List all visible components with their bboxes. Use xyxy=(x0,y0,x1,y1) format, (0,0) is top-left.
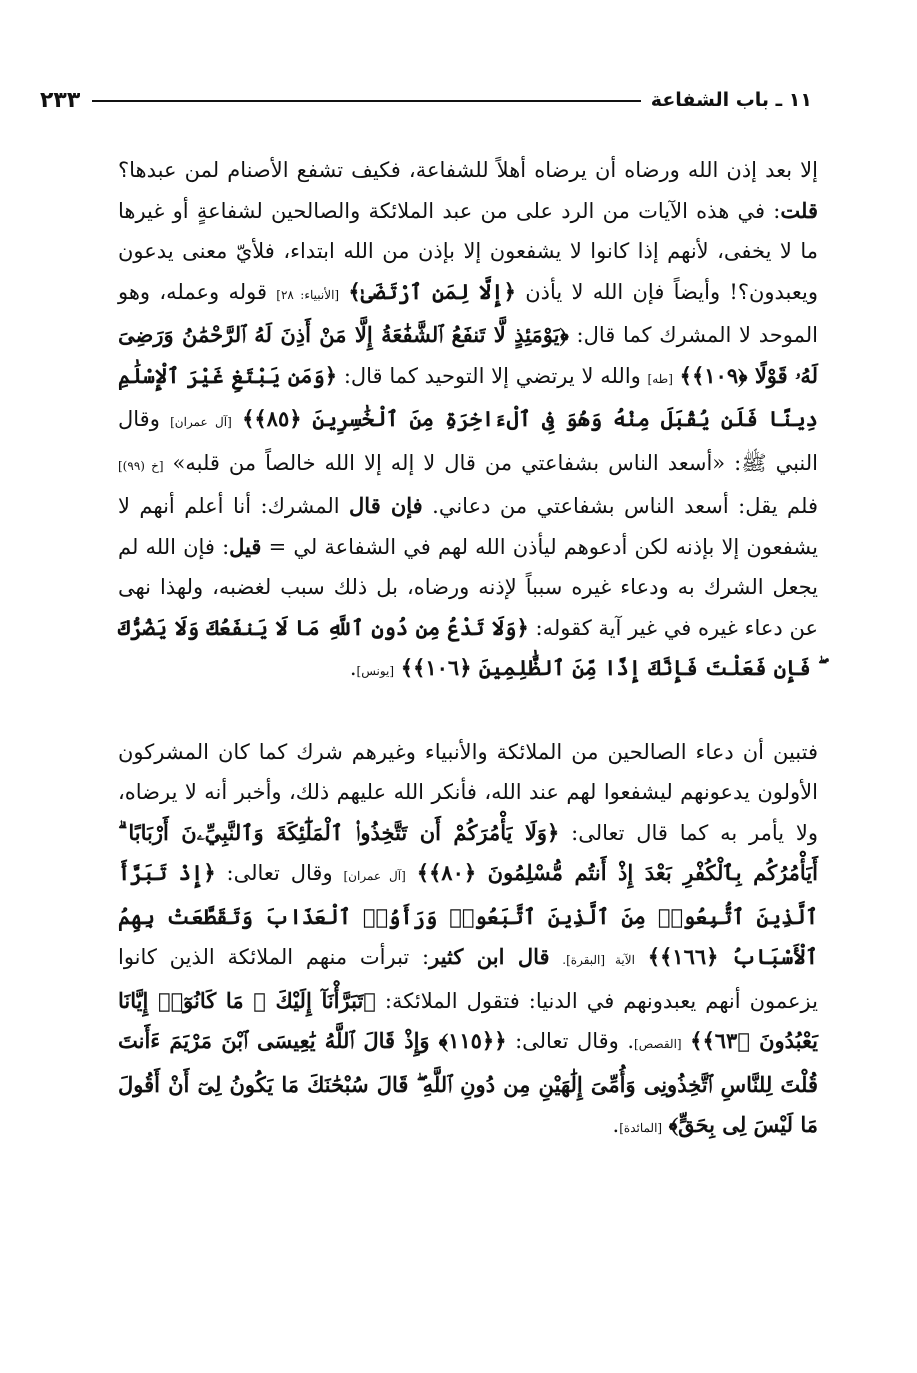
text-run: والله لا يرتضي إلا التوحيد كما قال: xyxy=(337,363,648,388)
verse-reference: [آل عمران] xyxy=(343,869,406,883)
text-run: وقال النبي ﷺ: «أسعد الناس بشفاعتي من قال لا إله إلا الله خالصاً من قلبه» xyxy=(118,407,818,475)
verse-reference: [طه] xyxy=(647,371,673,386)
quran-verse: ﴿وَلَا تَدْعُ مِن دُونِ ٱللَّهِ مَا لَا يَنفَعُكَ وَلَا يَضُرُّكَ ۖ فَإِن فَعَلْتَ فَإِنَّكَ إِذًا مِّنَ ٱلظَّٰلِمِينَ ﴿١٠٦﴾﴾ xyxy=(118,614,818,680)
text-run: : في هذه الآيات من الرد على من عبد الملائكة والصالحين لشفاعةٍ أو غيرها ما لا يخفى، لأنهم إذا كانوا لا يشفعون إلا بإذن من الله ابتداء، فلأيّ معنى يدعون ويعبدون؟! وأيضاً فإن الله لا يأذن xyxy=(118,198,819,304)
paragraph-1 xyxy=(118,150,818,692)
text-run: المشرك: أنا أعلم أنهم لا يشفعون إلا بإذنه لكن أدعوهم ليأذن الله لهم في الشفاعة لي = xyxy=(118,494,819,559)
fa-in-qala-heading: فإن قال xyxy=(349,493,423,518)
verse-reference: [يونس] xyxy=(356,664,395,678)
quran-verse: ﴿يَوْمَئِذٍ لَّا تَنفَعُ ٱلشَّفَٰعَةُ إِلَّا مَنْ أَذِنَ لَهُ ٱلرَّحْمَٰنُ وَرَضِىَ لَهُۥ قَوْلًا ﴿١٠٩﴾﴾ xyxy=(118,322,818,388)
verse-reference: [آل عمران] xyxy=(170,415,232,429)
page-body xyxy=(118,150,818,1149)
verse-reference: [المائدة] xyxy=(619,1121,663,1135)
qultu-heading: قلت xyxy=(780,197,818,223)
verse-reference: [القصص] xyxy=(634,1037,682,1051)
header-rule xyxy=(92,100,641,102)
verse-reference: الآية [البقرة]. xyxy=(562,953,635,967)
text-run: . وقال تعالى: xyxy=(506,1029,635,1053)
text-run: . xyxy=(612,1113,620,1137)
text-run: قوله وعمله، وهو الموحد لا المشرك كما قال: xyxy=(118,279,818,347)
quran-verse: ﴿إِذْ تَبَرَّأَ ٱلَّذِينَ ٱتُّبِعُوا۟ مِنَ ٱلَّذِينَ ٱتَّبَعُوا۟ وَرَأَوُا۟ ٱلْعَذَابَ وَتَقَطَّعَتْ بِهِمُ ٱلْأَسْبَابُ ﴿١٦٦﴾﴾ xyxy=(118,860,818,969)
text-run: فتبين أن دعاء الصالحين من الملائكة والأنبياء وغيرهم شرك كما كان المشركون الأولون يدعونهم ليشفعوا لهم عند الله، فأنكر الله عليهم ذلك، وأخبر أنه لا يرضاه، ولا يأمر به كما قال تعالى: xyxy=(118,739,818,845)
text-run: فلم يقل: أسعد الناس بشفاعتي من دعاني. xyxy=(422,494,818,518)
ibn-kathir-heading: قال ابن كثير xyxy=(429,944,550,969)
qila-heading: قيل xyxy=(229,533,262,559)
quran-verse: ﴿وَلَا يَأْمُرَكُمْ أَن تَتَّخِذُوا۟ ٱلْمَلَٰٓئِكَةَ وَٱلنَّبِيِّۦنَ أَرْبَابًا ۗ أَيَأْمُرُكُم بِٱلْكُفْرِ بَعْدَ إِذْ أَنتُم مُّسْلِمُونَ ﴿٨٠﴾﴾ xyxy=(118,819,819,885)
text-run xyxy=(550,945,563,969)
quran-verse: ﴿﴿١١٥﴾ وَإِذْ قَالَ ٱللَّهُ يَٰعِيسَى ٱبْنَ مَرْيَمَ ءَأَنتَ قُلْتَ لِلنَّاسِ ٱتَّخِذُونِى وَأُمِّىَ إِلَٰهَيْنِ مِن دُونِ ٱللَّهِ ۖ قَالَ سُبْحَٰنَكَ مَا يَكُونُ لِىٓ أَنْ أَقُولَ مَا لَيْسَ لِى بِحَقٍّ﴾ xyxy=(118,1028,818,1137)
hadith-reference: [خ (٩٩)] xyxy=(118,458,164,473)
quran-verse: ﴿إِلَّا لِمَنِ ٱرْتَضَىٰ﴾ xyxy=(348,278,516,304)
quran-verse: ﴿وَمَن يَبْتَغِ غَيْرَ ٱلْإِسْلَٰمِ دِينًا فَلَن يُقْبَلَ مِنْهُ وَهُوَ فِى ٱلْءَاخِرَةِ مِنَ ٱلْخَٰسِرِينَ ﴿٨٥﴾﴾ xyxy=(118,362,818,431)
page-header xyxy=(40,82,812,118)
page-number: ٢٣٣ xyxy=(40,87,81,113)
text-run: : فإن الله لم يجعل الشرك به ودعاء غيره سبباً لإذنه ورضاه، بل ذلك سبب لغضبه، ولهذا نهى عن دعاء غيره في غير آية كقوله: xyxy=(118,534,818,640)
chapter-title: ١١ ـ باب الشفاعة xyxy=(650,89,812,111)
quran-verse: ﴿تَبَرَّأْنَآ إِلَيْكَ ۖ مَا كَانُوٓا۟ إِيَّانَا يَعْبُدُونَ ﴿٦٣﴾﴾ xyxy=(118,987,818,1053)
text-run: : تبرأت منهم الملائكة الذين كانوا يزعمون أنهم يعبدونهم في الدنيا: فتقول الملائكة: xyxy=(118,945,818,1013)
verse-reference: [الأنبياء: ٢٨] xyxy=(276,287,340,302)
text-run: وقال تعالى: xyxy=(215,861,344,885)
text-run: إلا بعد إذن الله ورضاه أن يرضاه أهلاً للشفاعة، فكيف تشفع الأصنام لمن عبدها؟ xyxy=(118,158,818,182)
paragraph-2 xyxy=(118,732,818,1149)
text-run: . xyxy=(349,656,357,680)
